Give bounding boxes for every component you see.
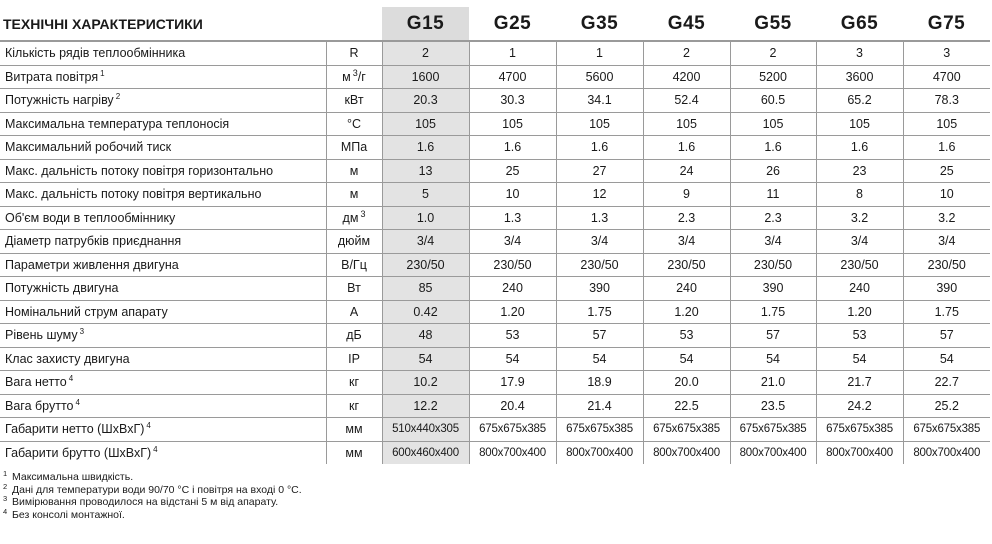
cell-g55: 2.3 (730, 206, 816, 230)
row-label-text: Макс. дальність потоку повітря вертикально (5, 187, 262, 202)
row-label (0, 230, 326, 254)
row-unit (326, 347, 382, 371)
cell-g35: 1.3 (556, 206, 643, 230)
cell-g55: 23.5 (730, 394, 816, 418)
footnote-number: 1 (3, 469, 8, 478)
footnote-text: Вимірювання проводилося на відстані 5 м від апарату. (12, 496, 279, 508)
unit-text: кг (348, 398, 360, 413)
cell-g75: 22.7 (903, 371, 990, 395)
table-row (0, 324, 990, 348)
cell-g75: 3 (903, 41, 990, 65)
unit-text: кВт (344, 93, 364, 108)
cell-g75: 3/4 (903, 230, 990, 254)
cell-g65: 230/50 (816, 253, 903, 277)
cell-g35: 1 (556, 41, 643, 65)
unit-text: IP (348, 351, 360, 366)
cell-g25: 30.3 (469, 89, 556, 113)
footnote (3, 481, 302, 497)
row-label-text: Потужність нагріву (5, 93, 114, 108)
cell-g25: 25 (469, 159, 556, 183)
cell-g25: 4700 (469, 65, 556, 89)
unit-text: дм (342, 210, 359, 225)
cell-g65: 53 (816, 324, 903, 348)
cell-g65: 105 (816, 112, 903, 136)
cell-g65: 3.2 (816, 206, 903, 230)
model-header-g75: G75 (903, 7, 990, 41)
row-unit (326, 112, 382, 136)
cell-g15: 510x440x305 (382, 418, 469, 442)
table-row (0, 277, 990, 301)
cell-g65: 675x675x385 (816, 418, 903, 442)
row-label-text: Об'єм води в теплообміннику (5, 210, 176, 225)
row-unit (326, 394, 382, 418)
cell-g15: 85 (382, 277, 469, 301)
footnote-text: Без консолі монтажної. (12, 508, 125, 521)
row-label (0, 112, 326, 136)
cell-g15: 10.2 (382, 371, 469, 395)
table-row (0, 418, 990, 442)
cell-g25: 1.20 (469, 300, 556, 324)
spec-table (0, 7, 990, 464)
cell-g65: 1.20 (816, 300, 903, 324)
cell-g65: 8 (816, 183, 903, 207)
model-header-g65: G65 (816, 7, 903, 41)
footnotes (3, 471, 302, 521)
footnote-marker: 2 (115, 92, 121, 102)
cell-g35: 800x700x400 (556, 441, 643, 464)
cell-g25: 1.3 (469, 206, 556, 230)
cell-g25: 105 (469, 112, 556, 136)
cell-g15: 48 (382, 324, 469, 348)
table-row (0, 183, 990, 207)
cell-g75: 390 (903, 277, 990, 301)
footnote (3, 471, 302, 484)
footnote-number: 3 (3, 494, 8, 503)
cell-g15: 1600 (382, 65, 469, 89)
cell-g75: 4700 (903, 65, 990, 89)
cell-g25: 54 (469, 347, 556, 371)
row-label-text: Максимальна температура теплоносія (5, 116, 230, 131)
row-label (0, 136, 326, 160)
unit-text: мм (345, 422, 363, 437)
cell-g45: 22.5 (643, 394, 730, 418)
cell-g55: 1.6 (730, 136, 816, 160)
table-row (0, 441, 990, 464)
row-unit (326, 253, 382, 277)
table-row (0, 371, 990, 395)
cell-g55: 11 (730, 183, 816, 207)
cell-g35: 12 (556, 183, 643, 207)
cell-g35: 54 (556, 347, 643, 371)
footnote-marker: 3 (79, 327, 85, 337)
table-title: ТЕХНІЧНІ ХАРАКТЕРИСТИКИ (0, 7, 382, 41)
model-header-g15: G15 (382, 7, 469, 41)
table-row (0, 89, 990, 113)
cell-g55: 3/4 (730, 230, 816, 254)
footnote-marker: 1 (100, 68, 105, 78)
cell-g35: 1.75 (556, 300, 643, 324)
cell-g15: 600x460x400 (382, 441, 469, 464)
cell-g15: 20.3 (382, 89, 469, 113)
model-header-g55: G55 (730, 7, 816, 41)
row-label-text: Витрата повітря (5, 69, 99, 84)
row-label-text: Рівень шуму (5, 328, 78, 343)
cell-g45: 230/50 (643, 253, 730, 277)
unit-text: R (349, 46, 359, 61)
cell-g25: 1.6 (469, 136, 556, 160)
cell-g45: 675x675x385 (643, 418, 730, 442)
cell-g35: 34.1 (556, 89, 643, 113)
cell-g15: 1.0 (382, 206, 469, 230)
cell-g45: 52.4 (643, 89, 730, 113)
model-header-g25: G25 (469, 7, 556, 41)
cell-g45: 105 (643, 112, 730, 136)
row-label (0, 89, 326, 113)
cell-g55: 675x675x385 (730, 418, 816, 442)
cell-g65: 54 (816, 347, 903, 371)
cell-g45: 53 (643, 324, 730, 348)
cell-g55: 54 (730, 347, 816, 371)
unit-text: В/Гц (341, 257, 367, 272)
row-label (0, 394, 326, 418)
unit-text: А (349, 304, 359, 319)
cell-g25: 53 (469, 324, 556, 348)
row-label (0, 441, 326, 464)
row-unit (326, 277, 382, 301)
cell-g45: 9 (643, 183, 730, 207)
unit-text: Вт (347, 281, 361, 296)
row-label (0, 206, 326, 230)
cell-g75: 800x700x400 (903, 441, 990, 464)
footnote-text: Дані для температури води 90/70 °С і повітря на вході 0 °С. (12, 483, 302, 496)
row-unit (326, 41, 382, 65)
cell-g75: 675x675x385 (903, 418, 990, 442)
cell-g55: 800x700x400 (730, 441, 816, 464)
unit-text: дБ (346, 328, 362, 343)
row-label (0, 371, 326, 395)
table-row (0, 112, 990, 136)
cell-g65: 3600 (816, 65, 903, 89)
row-label-text: Параметри живлення двигуна (5, 257, 179, 272)
cell-g25: 675x675x385 (469, 418, 556, 442)
cell-g65: 800x700x400 (816, 441, 903, 464)
cell-g75: 1.6 (903, 136, 990, 160)
cell-g65: 24.2 (816, 394, 903, 418)
row-label (0, 277, 326, 301)
row-label-text: Макс. дальність потоку повітря горизонтально (5, 163, 274, 178)
row-label (0, 253, 326, 277)
cell-g45: 2 (643, 41, 730, 65)
row-unit (326, 89, 382, 113)
row-label (0, 183, 326, 207)
cell-g45: 4200 (643, 65, 730, 89)
cell-g35: 3/4 (556, 230, 643, 254)
unit-text: м (349, 163, 359, 178)
footnote-marker: 4 (153, 444, 158, 454)
cell-g75: 105 (903, 112, 990, 136)
cell-g25: 240 (469, 277, 556, 301)
cell-g55: 5200 (730, 65, 816, 89)
cell-g35: 5600 (556, 65, 643, 89)
cell-g25: 3/4 (469, 230, 556, 254)
row-label-text: Максимальний робочий тиск (5, 140, 172, 155)
row-unit (326, 230, 382, 254)
cell-g15: 0.42 (382, 300, 469, 324)
row-label (0, 300, 326, 324)
row-label (0, 347, 326, 371)
cell-g25: 10 (469, 183, 556, 207)
cell-g45: 800x700x400 (643, 441, 730, 464)
cell-g75: 3.2 (903, 206, 990, 230)
cell-g45: 24 (643, 159, 730, 183)
unit-text: кг (348, 375, 360, 390)
unit-text: °С (346, 116, 362, 131)
cell-g65: 65.2 (816, 89, 903, 113)
cell-g15: 13 (382, 159, 469, 183)
cell-g35: 675x675x385 (556, 418, 643, 442)
row-label-text: Потужність двигуна (5, 281, 119, 296)
table-row (0, 230, 990, 254)
cell-g45: 2.3 (643, 206, 730, 230)
cell-g75: 78.3 (903, 89, 990, 113)
table-row (0, 65, 990, 89)
table-row (0, 159, 990, 183)
cell-g15: 3/4 (382, 230, 469, 254)
row-label (0, 41, 326, 65)
cell-g55: 2 (730, 41, 816, 65)
cell-g75: 1.75 (903, 300, 990, 324)
cell-g25: 20.4 (469, 394, 556, 418)
cell-g35: 21.4 (556, 394, 643, 418)
footnote-text: Максимальна швидкість. (12, 471, 134, 483)
row-unit (326, 65, 382, 89)
footnote (3, 506, 302, 522)
unit-text: мм (345, 445, 363, 460)
cell-g55: 21.0 (730, 371, 816, 395)
table-row (0, 136, 990, 160)
cell-g75: 10 (903, 183, 990, 207)
unit-text: м (342, 69, 351, 84)
row-unit (326, 159, 382, 183)
row-label-text: Габарити брутто (ШхВхГ) (5, 445, 152, 460)
row-label-text: Діаметр патрубків приєднання (5, 234, 182, 249)
cell-g55: 26 (730, 159, 816, 183)
table-row (0, 253, 990, 277)
row-unit (326, 136, 382, 160)
row-label (0, 65, 326, 89)
cell-g25: 800x700x400 (469, 441, 556, 464)
cell-g25: 1 (469, 41, 556, 65)
cell-g55: 57 (730, 324, 816, 348)
row-unit (326, 418, 382, 442)
row-unit (326, 300, 382, 324)
cell-g75: 54 (903, 347, 990, 371)
cell-g35: 27 (556, 159, 643, 183)
cell-g65: 21.7 (816, 371, 903, 395)
table-body (0, 41, 990, 464)
cell-g55: 230/50 (730, 253, 816, 277)
row-unit (326, 183, 382, 207)
cell-g55: 105 (730, 112, 816, 136)
cell-g65: 3 (816, 41, 903, 65)
cell-g55: 60.5 (730, 89, 816, 113)
footnote-marker: 4 (75, 397, 80, 407)
row-label-text: Кількість рядів теплообмінника (5, 46, 186, 61)
unit-text: МПа (340, 140, 368, 155)
cell-g75: 25.2 (903, 394, 990, 418)
row-label (0, 324, 326, 348)
cell-g15: 12.2 (382, 394, 469, 418)
cell-g35: 57 (556, 324, 643, 348)
cell-g35: 18.9 (556, 371, 643, 395)
cell-g45: 54 (643, 347, 730, 371)
model-header-g45: G45 (643, 7, 730, 41)
unit-text: м (349, 187, 359, 202)
row-unit (326, 371, 382, 395)
cell-g15: 1.6 (382, 136, 469, 160)
row-label-text: Вага нетто (5, 375, 67, 390)
row-unit (326, 206, 382, 230)
cell-g35: 1.6 (556, 136, 643, 160)
cell-g45: 1.20 (643, 300, 730, 324)
unit-superscript: 3 (360, 208, 366, 219)
cell-g75: 25 (903, 159, 990, 183)
unit-text: дюйм (337, 234, 371, 249)
model-header-g35: G35 (556, 7, 643, 41)
cell-g75: 57 (903, 324, 990, 348)
cell-g65: 1.6 (816, 136, 903, 160)
row-label-text: Габарити нетто (ШхВхГ) (5, 422, 145, 437)
row-label-text: Вага брутто (5, 398, 74, 413)
cell-g15: 105 (382, 112, 469, 136)
footnote-number: 2 (3, 481, 8, 491)
cell-g55: 1.75 (730, 300, 816, 324)
cell-g45: 1.6 (643, 136, 730, 160)
footnote-marker: 4 (146, 421, 151, 431)
cell-g65: 240 (816, 277, 903, 301)
cell-g35: 105 (556, 112, 643, 136)
table-row (0, 206, 990, 230)
unit-superscript: 3 (352, 67, 358, 78)
cell-g35: 390 (556, 277, 643, 301)
cell-g15: 230/50 (382, 253, 469, 277)
cell-g25: 17.9 (469, 371, 556, 395)
row-unit (326, 441, 382, 464)
cell-g15: 2 (382, 41, 469, 65)
table-header-row (0, 7, 990, 41)
cell-g75: 230/50 (903, 253, 990, 277)
table-row (0, 347, 990, 371)
table-row (0, 394, 990, 418)
row-label-text: Номінальний струм апарату (5, 304, 168, 319)
cell-g65: 23 (816, 159, 903, 183)
cell-g55: 390 (730, 277, 816, 301)
cell-g15: 54 (382, 347, 469, 371)
row-label-text: Клас захисту двигуна (5, 351, 130, 366)
footnote (3, 496, 302, 509)
cell-g65: 3/4 (816, 230, 903, 254)
row-label (0, 159, 326, 183)
footnote-number: 4 (3, 506, 8, 516)
table-row (0, 41, 990, 65)
cell-g35: 230/50 (556, 253, 643, 277)
cell-g15: 5 (382, 183, 469, 207)
row-unit (326, 324, 382, 348)
cell-g45: 3/4 (643, 230, 730, 254)
unit-suffix: /г (357, 69, 366, 84)
footnote-marker: 4 (68, 374, 74, 384)
cell-g25: 230/50 (469, 253, 556, 277)
table-row (0, 300, 990, 324)
row-label (0, 418, 326, 442)
cell-g45: 240 (643, 277, 730, 301)
cell-g45: 20.0 (643, 371, 730, 395)
